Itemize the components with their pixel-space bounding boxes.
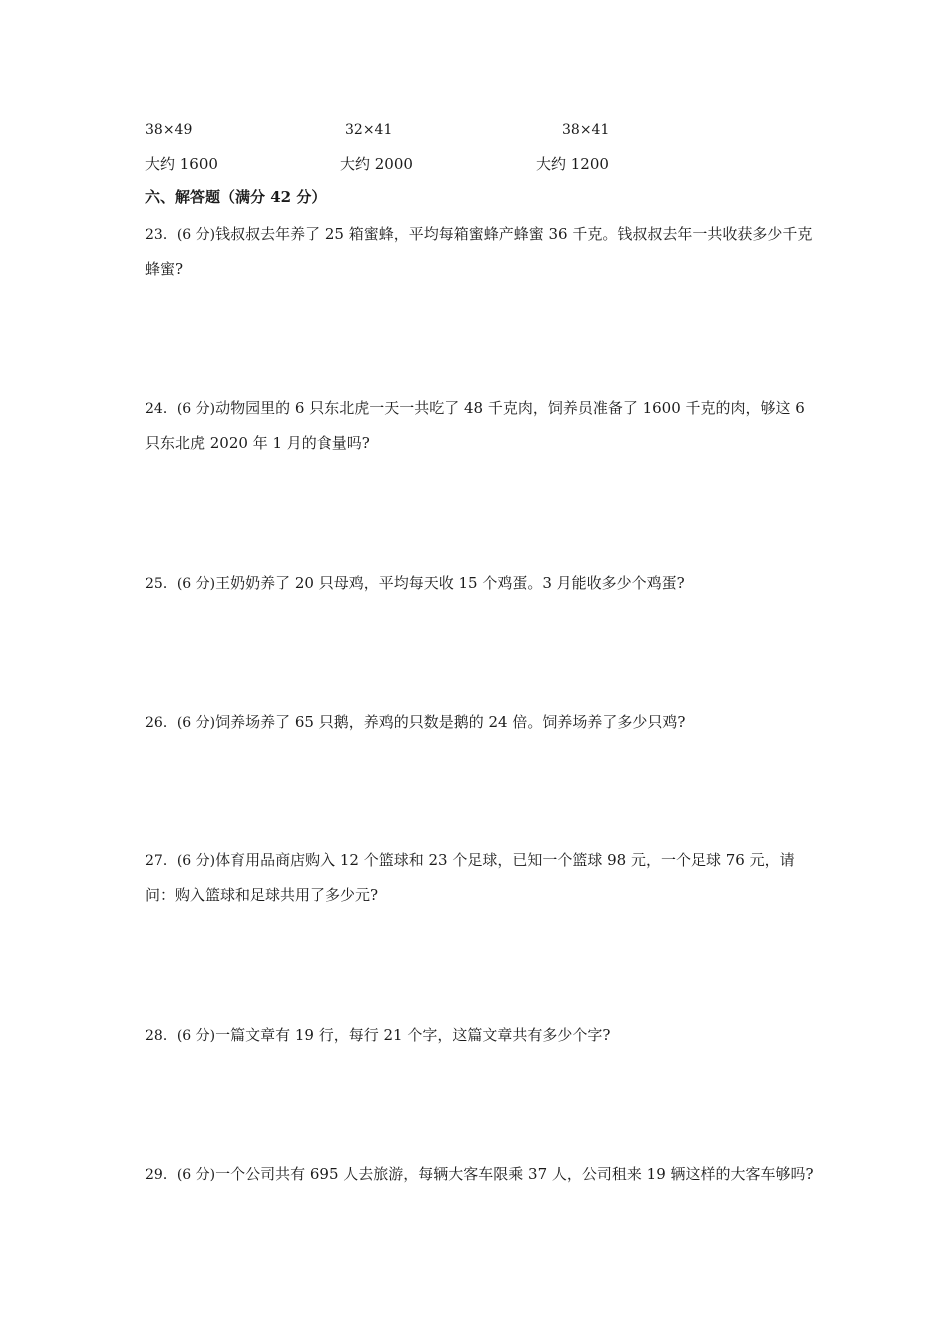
problem-text: 饲养场养了 65 只鹅，养鸡的只数是鹅的 24 倍。饲养场养了多少只鸡? [215,713,686,731]
estimation-expression-3: 38×41 [562,122,610,138]
problem-23 [145,217,815,286]
problem-text: 一个公司共有 695 人去旅游，每辆大客车限乘 37 人，公司租来 19 辆这样的大客车够吗? [215,1165,814,1183]
problem-number: 27．(6 分) [145,853,216,869]
problem-text: 一篇文章有 19 行，每行 21 个字，这篇文章共有多少个字? [215,1026,611,1044]
problem-text: 钱叔叔去年养了 25 箱蜜蜂，平均每箱蜜蜂产蜂蜜 36 千克。钱叔叔去年一共收获多少千克蜂蜜? [145,225,813,278]
problem-number: 29．(6 分) [145,1167,216,1183]
problem-text: 王奶奶养了 20 只母鸡，平均每天收 15 个鸡蛋。3 月能收多少个鸡蛋? [215,574,685,592]
estimation-answer-1: 大约 1600 [145,155,218,173]
problem-text: 动物园里的 6 只东北虎一天一共吃了 48 千克肉，饲养员准备了 1600 千克的肉，够这 6 只东北虎 2020 年 1 月的食量吗? [145,399,805,452]
section-title: 六、解答题（满分 42 分） [145,188,327,206]
estimation-expression-1: 38×49 [145,122,193,138]
problem-27 [145,843,815,912]
problem-number: 26．(6 分) [145,715,216,731]
problem-29 [145,1157,815,1192]
problem-number: 25．(6 分) [145,576,216,592]
estimation-expression-2: 32×41 [345,122,393,138]
problem-number: 24．(6 分) [145,401,216,417]
problem-26 [145,705,815,740]
problem-number: 23．(6 分) [145,227,216,243]
problem-28 [145,1018,815,1053]
problem-text: 体育用品商店购入 12 个篮球和 23 个足球，已知一个篮球 98 元，一个足球 76 元，请问：购入篮球和足球共用了多少元? [145,851,795,904]
estimation-answer-3: 大约 1200 [536,155,609,173]
problem-24 [145,391,815,460]
problem-25 [145,566,815,601]
problem-number: 28．(6 分) [145,1028,216,1044]
estimation-answer-2: 大约 2000 [340,155,413,173]
